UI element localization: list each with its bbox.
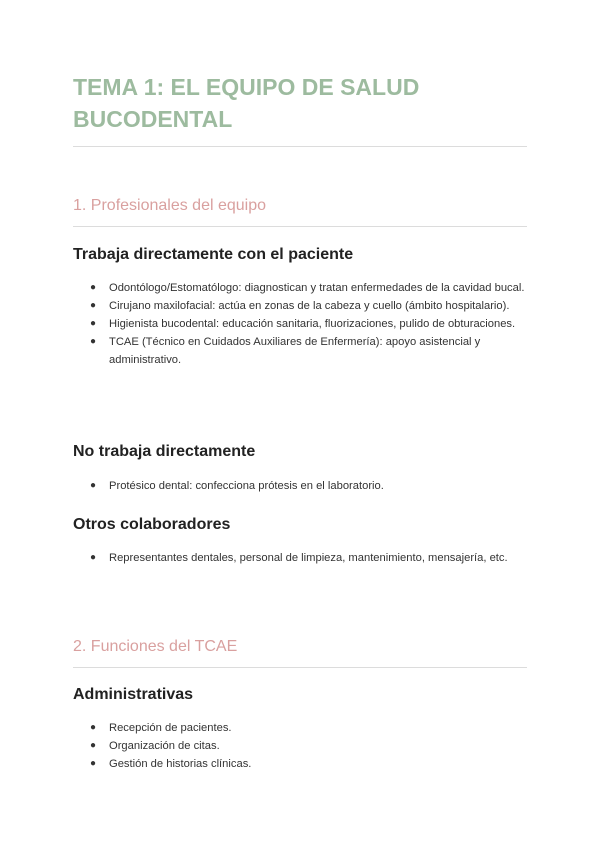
bullet-list-directo [73,279,527,369]
list-item: ● Odontólogo/Estomatólogo: diagnostican y tratan enfermedades de la cavidad bucal. [73,279,527,297]
bullet-list-administrativas [73,719,527,773]
bullet-icon: ● [90,740,97,751]
bullet-icon: ● [90,722,97,733]
bullet-icon: ● [90,282,97,293]
section-heading-profesionales: 1. Profesionales del equipo [73,197,267,214]
bullet-icon: ● [90,336,97,347]
title-divider [73,146,527,147]
list-item: ● Recepción de pacientes. [73,719,527,737]
bullet-icon: ● [90,480,97,491]
subsection-heading-directo: Trabaja directamente con el paciente [73,246,354,263]
subsection-heading-colaboradores: Otros colaboradores [73,516,231,533]
section-divider [73,667,527,668]
bullet-icon: ● [90,318,97,329]
list-item: ● Organización de citas. [73,737,527,755]
bullet-list-colaboradores [73,549,527,567]
subsection-heading-no-directo: No trabaja directamente [73,443,256,460]
bullet-icon: ● [90,300,97,311]
list-item: ● Representantes dentales, personal de limpieza, mantenimiento, mensajería, etc. [73,549,527,567]
bullet-list-no-directo [73,477,527,495]
bullet-icon: ● [90,552,97,563]
list-item: ● Gestión de historias clínicas. [73,755,527,773]
section-heading-funciones: 2. Funciones del TCAE [73,638,238,655]
list-item: ● TCAE (Técnico en Cuidados Auxiliares de Enfermería): apoyo asistencial y administrativo. [73,333,527,369]
list-item: ● Higienista bucodental: educación sanitaria, fluorizaciones, pulido de obturaciones. [73,315,527,333]
document-title: TEMA 1: EL EQUIPO DE SALUD BUCODENTAL [73,74,420,132]
section-divider [73,226,527,227]
subsection-heading-administrativas: Administrativas [73,686,194,703]
list-item: ● Cirujano maxilofacial: actúa en zonas de la cabeza y cuello (ámbito hospitalario). [73,297,527,315]
list-item: ● Protésico dental: confecciona prótesis en el laboratorio. [73,477,527,495]
bullet-icon: ● [90,758,97,769]
